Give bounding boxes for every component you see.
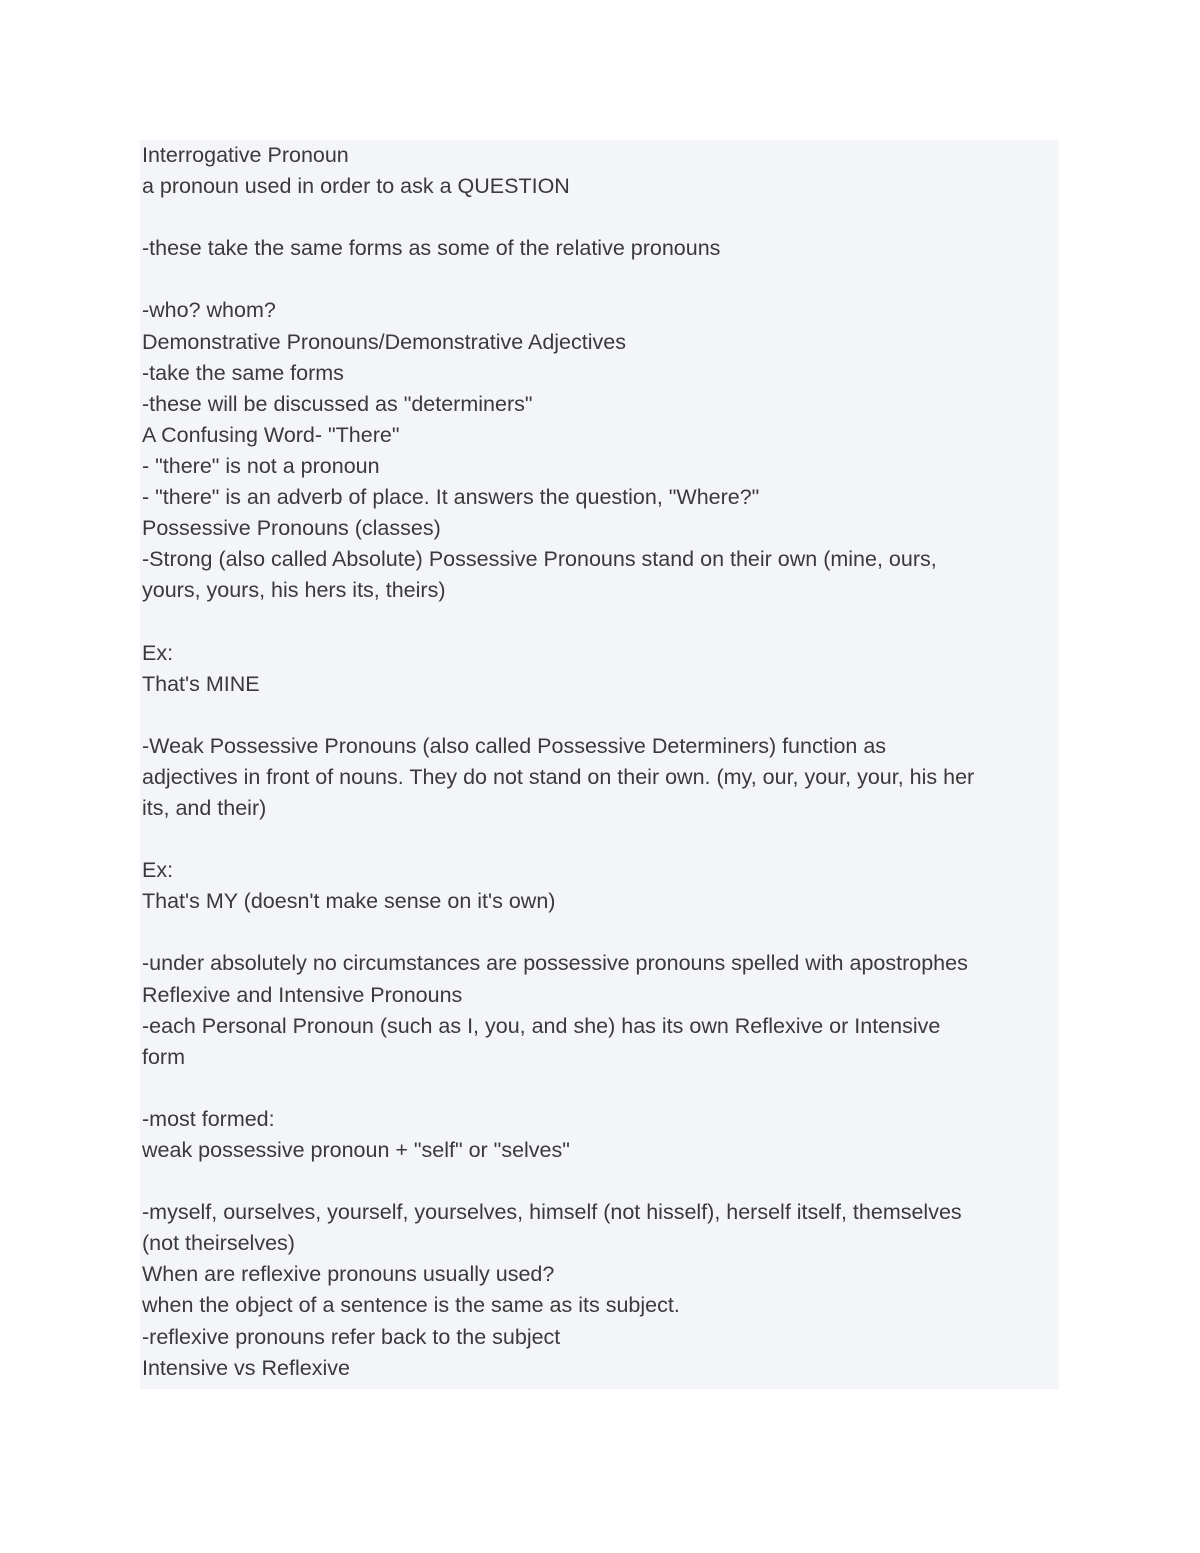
text-line: -reflexive pronouns refer back to the subject <box>142 1324 561 1349</box>
text-line: -under absolutely no circumstances are possessive pronouns spelled with apostrophes <box>142 951 968 976</box>
text-line: when the object of a sentence is the same as its subject. <box>142 1293 680 1318</box>
heading-reflexive-usage: When are reflexive pronouns usually used? <box>142 1262 555 1287</box>
blank-line <box>142 264 1059 295</box>
text-line: -these take the same forms as some of the relative pronouns <box>142 236 721 261</box>
text-line: -who? whom? <box>142 298 276 323</box>
heading-possessive-pronouns: Possessive Pronouns (classes) <box>142 516 441 541</box>
blank-line <box>142 606 1059 637</box>
example-label: Ex: <box>142 858 174 883</box>
blank-line <box>142 1166 1059 1197</box>
example-text: That's MY (doesn't make sense on it's own) <box>142 889 556 914</box>
blank-line <box>142 1073 1059 1104</box>
heading-demonstrative-pronouns: Demonstrative Pronouns/Demonstrative Adjectives <box>142 329 626 354</box>
text-line: -Strong (also called Absolute) Possessive Pronouns stand on their own (mine, ours, <box>142 547 937 572</box>
heading-interrogative-pronoun: Interrogative Pronoun <box>142 143 349 167</box>
text-line: yours, yours, his hers its, theirs) <box>142 578 446 603</box>
example-label: Ex: <box>142 640 174 665</box>
text-line: weak possessive pronoun + "self" or "selves" <box>142 1138 570 1162</box>
heading-reflexive-intensive: Reflexive and Intensive Pronouns <box>142 982 463 1007</box>
text-line: a pronoun used in order to ask a QUESTION <box>142 174 570 199</box>
text-line: -take the same forms <box>142 360 344 385</box>
blank-line <box>142 700 1059 731</box>
heading-intensive-vs-reflexive: Intensive vs Reflexive <box>142 1355 350 1380</box>
text-line: -each Personal Pronoun (such as I, you, and she) has its own Reflexive or Intensive <box>142 1013 941 1038</box>
heading-confusing-word: A Confusing Word- "There" <box>142 422 400 447</box>
text-line: -most formed: <box>142 1106 275 1131</box>
text-line: form <box>142 1044 185 1069</box>
text-line: -myself, ourselves, yourself, yourselves, himself (not hisself), herself itself, themselves <box>142 1200 962 1225</box>
text-line: its, and their) <box>142 795 267 820</box>
text-line: - "there" is an adverb of place. It answers the question, "Where?" <box>142 485 760 510</box>
blank-line <box>142 202 1059 233</box>
text-line: -these will be discussed as "determiners" <box>142 391 533 416</box>
text-line: (not theirselves) <box>142 1231 295 1256</box>
example-text: That's MINE <box>142 671 260 696</box>
text-line: adjectives in front of nouns. They do not stand on their own. (my, our, your, your, his her <box>142 764 975 789</box>
blank-line <box>142 917 1059 948</box>
text-line: -Weak Possessive Pronouns (also called Possessive Determiners) function as <box>142 733 887 758</box>
notes-text-block <box>140 140 1059 1389</box>
text-line: - "there" is not a pronoun <box>142 453 380 478</box>
blank-line <box>142 824 1059 855</box>
